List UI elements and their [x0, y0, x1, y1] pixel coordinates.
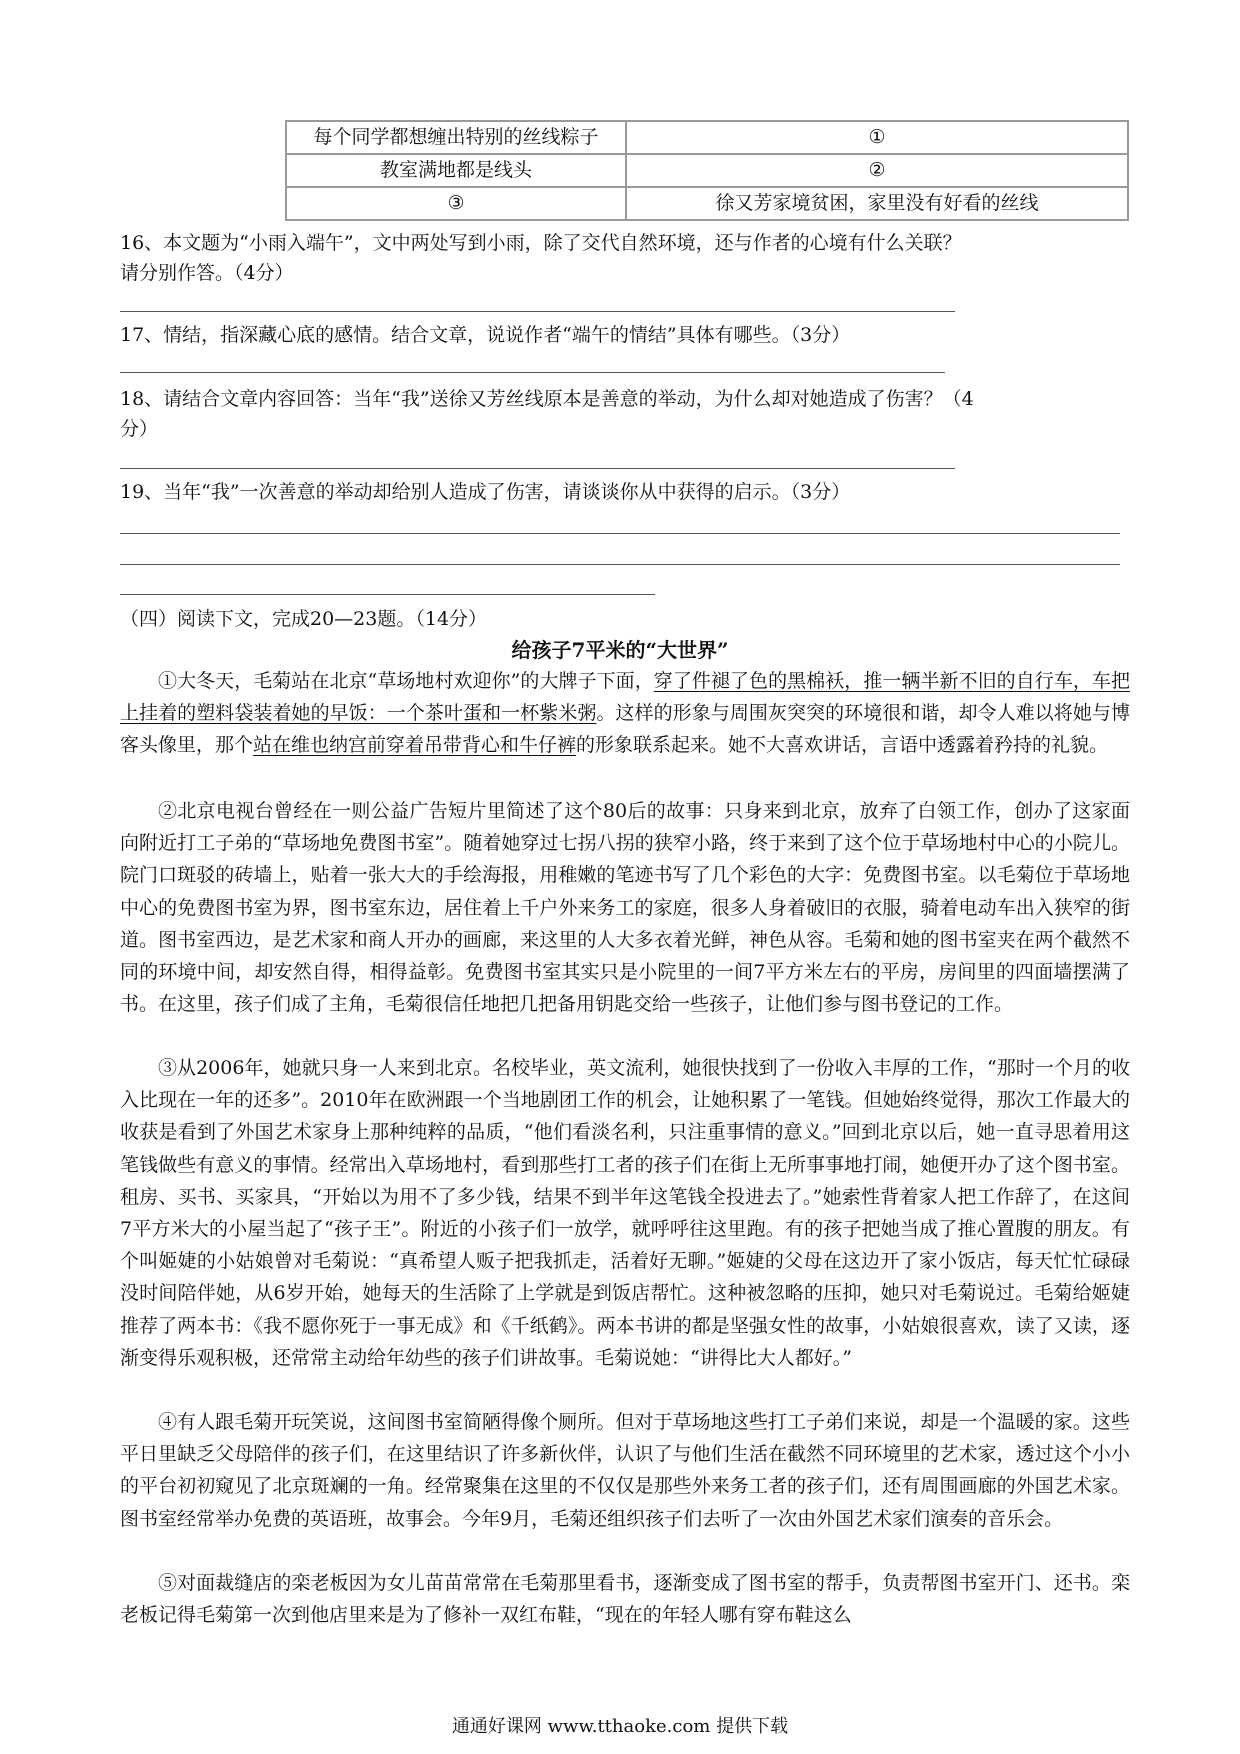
paragraph-1-text: 的形象联系起来。她不大喜欢讲话，言语中透露着矜持的礼貌。	[576, 734, 1109, 757]
paragraph-1	[120, 665, 1130, 762]
underlined-text: 穿了件褪了色的黑棉袄，推一辆半新不旧的自行车，车把上挂着的塑料袋装着她的早饭：一个茶叶蛋和一杯紫米粥	[120, 670, 1130, 725]
table-cell: ①	[626, 121, 1128, 154]
question-16-line-1: 16、本文题为“小雨入端午”，文中两处写到小雨，除了交代自然环境，还与作者的心境有什么关联？	[120, 232, 962, 254]
table-row	[286, 187, 1128, 220]
paragraph-2: ②北京电视台曾经在一则公益广告短片里简述了这个80后的故事：只身来到北京，放弃了白领工作，创办了这家面向附近打工子弟的“草场地免费图书室”。随着她穿过七拐八拐的狭窄小路，终于来到了这个位于草场地村中心的小院儿。院门口斑驳的砖墙上，贴着一张大大的手绘海报，用稚嫩的笔迹书写了几个彩色的大字：免费图书室。以毛菊位于草场地中心的免费图书室为界，图书室东边，居住着上千户外来务工的家庭，很多人身着破旧的衣服，骑着电动车出入狭窄的街道。图书室西边，是艺术家和商人开办的画廊，来这里的人大多衣着光鲜，神色从容。毛菊和她的图书室夹在两个截然不同的环境中间，却安然自得，相得益彰。免费图书室其实只是小院里的一间7平方米左右的平房，房间里的四面墙摆满了书。在这里，孩子们成了主角，毛菊很信任地把几把备用钥匙交给一些孩子，让他们参与图书登记的工作。	[120, 800, 1130, 1016]
question-18-line-1: 18、请结合文章内容回答：当年“我”送徐又芳丝线原本是善意的举动，为什么却对她造成了伤害？（4	[120, 388, 974, 410]
article-title: 给孩子7平米的“大世界”	[511, 638, 729, 662]
question-19: 19、当年“我”一次善意的举动却给别人造成了伤害，请谈谈你从中获得的启示。（3分）	[120, 481, 851, 503]
answer-line[interactable]	[120, 372, 945, 373]
table-cell: ②	[626, 154, 1128, 187]
answer-table	[285, 120, 1129, 221]
paragraph-5: ⑤对面裁缝店的栾老板因为女儿苗苗常常在毛菊那里看书，逐渐变成了图书室的帮手，负责帮图书室开门、还书。栾老板记得毛菊第一次到他店里来是为了修补一双红布鞋，“现在的年轻人哪有穿布鞋这么	[120, 1572, 1130, 1627]
paragraph-1-text: 。这样的形象与周围灰突突的环境很和谐，却令人难以将她与博客头像里，那个	[120, 702, 1130, 757]
table-cell: 教室满地都是线头	[286, 154, 626, 187]
table-row	[286, 154, 1128, 187]
section-heading: （四）阅读下文，完成20—23题。（14分）	[120, 608, 488, 630]
underlined-text: 站在维也纳宫前穿着吊带背心和牛仔裤	[253, 734, 577, 757]
answer-line[interactable]	[120, 564, 1120, 565]
question-18-line-2: 分）	[120, 418, 159, 440]
table-cell: 每个同学都想缠出特别的丝线粽子	[286, 121, 626, 154]
question-17: 17、情结，指深藏心底的感情。结合文章，说说作者“端午的情结”具体有哪些。（3分）	[120, 324, 851, 346]
page-footer: 通通好课网 www.tthaoke.com 提供下载	[451, 1716, 789, 1737]
question-16-line-2: 请分别作答。（4分）	[120, 262, 294, 284]
paragraph-1-text: ①大冬天，毛菊站在北京“草场地村欢迎你”的大牌子下面，	[158, 670, 654, 692]
answer-line[interactable]	[120, 468, 955, 469]
table-cell: 徐又芳家境贫困，家里没有好看的丝线	[626, 187, 1128, 220]
table-cell: ③	[286, 187, 626, 220]
answer-line[interactable]	[120, 533, 1120, 534]
answer-line[interactable]	[120, 311, 955, 312]
answer-line[interactable]	[120, 594, 655, 595]
table-row	[286, 121, 1128, 154]
paragraph-3: ③从2006年，她就只身一人来到北京。名校毕业，英文流利，她很快找到了一份收入丰厚的工作，“那时一个月的收入比现在一年的还多”。2010年在欧洲跟一个当地剧团工作的机会，让她积累了一笔钱。但她始终觉得，那次工作最大的收获是看到了外国艺术家身上那种纯粹的品质，“他们看淡名利，只注重事情的意义。”回到北京以后，她一直寻思着用这笔钱做些有意义的事情。经常出入草场地村，看到那些打工者的孩子们在街上无所事事地打闹，她便开办了这个图书室。租房、买书、买家具，“开始以为用不了多少钱，结果不到半年这笔钱全投进去了。”她索性背着家人把工作辞了，在这间7平方米大的小屋当起了“孩子王”。附近的小孩子们一放学，就呼呼往这里跑。有的孩子把她当成了推心置腹的朋友。有个叫姬婕的小姑娘曾对毛菊说：“真希望人贩子把我抓走，活着好无聊。”姬婕的父母在这边开了家小饭店，每天忙忙碌碌没时间陪伴她，从6岁开始，她每天的生活除了上学就是到饭店帮忙。这种被忽略的压抑，她只对毛菊说过。毛菊给姬婕推荐了两本书：《我不愿你死于一事无成》和《千纸鹤》。两本书讲的都是坚强女性的故事，小姑娘很喜欢，读了又读，逐渐变得乐观积极，还常常主动给年幼些的孩子们讲故事。毛菊说她：“讲得比大人都好。”	[120, 1057, 1130, 1369]
paragraph-4: ④有人跟毛菊开玩笑说，这间图书室简陋得像个厕所。但对于草场地这些打工子弟们来说，却是一个温暖的家。这些平日里缺乏父母陪伴的孩子们，在这里结识了许多新伙伴，认识了与他们生活在截然不同环境里的艺术家，透过这个小小的平台初初窥见了北京斑斓的一角。经常聚集在这里的不仅仅是那些外来务工者的孩子们，还有周围画廊的外国艺术家。图书室经常举办免费的英语班，故事会。今年9月，毛菊还组织孩子们去听了一次由外国艺术家们演奏的音乐会。	[120, 1411, 1130, 1530]
